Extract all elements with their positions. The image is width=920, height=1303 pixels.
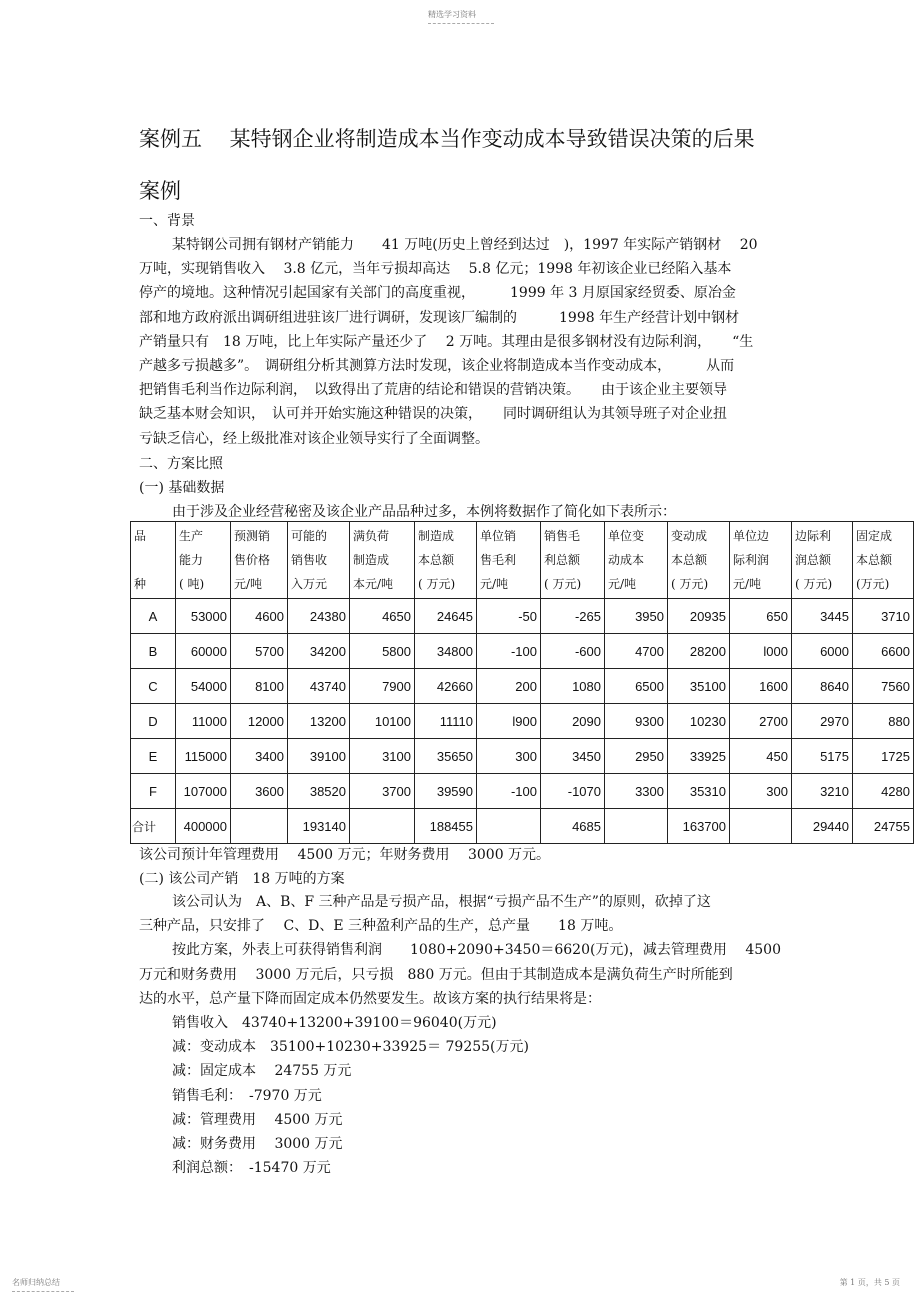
text-line: 产越多亏损越多”。 调研组分析其测算方法时发现，该企业将制造成本当作变动成本， 从而	[139, 358, 735, 374]
table-cell: 5800	[350, 634, 415, 669]
column-header: 单位销 售毛利 元/吨	[477, 522, 541, 599]
column-header: 固定成 本总额 (万元)	[853, 522, 914, 599]
table-cell: 2090	[541, 704, 605, 739]
table-cell: 6000	[792, 634, 853, 669]
column-header: 生产 能力 ( 吨)	[176, 522, 231, 599]
table-cell: 11000	[176, 704, 231, 739]
table-cell: D	[131, 704, 176, 739]
table-row	[131, 669, 914, 704]
table-cell: 4685	[541, 809, 605, 844]
table-cell: 5700	[231, 634, 288, 669]
table-cell: 29440	[792, 809, 853, 844]
table-row	[131, 634, 914, 669]
table-cell	[477, 809, 541, 844]
subsection-heading: (二) 该公司产销 18 万吨的方案	[139, 871, 345, 887]
table-cell: 3300	[605, 774, 668, 809]
table-cell: -100	[477, 774, 541, 809]
column-header: 变动成 本总额 ( 万元)	[668, 522, 730, 599]
column-header: 销售毛 利总额 ( 万元)	[541, 522, 605, 599]
table-cell: 38520	[288, 774, 350, 809]
table-cell: 10100	[350, 704, 415, 739]
table-cell: 880	[853, 704, 914, 739]
document-subtitle: 案例	[139, 179, 181, 203]
column-header: 制造成 本总额 ( 万元)	[415, 522, 477, 599]
table-cell: 24645	[415, 599, 477, 634]
table-cell: E	[131, 739, 176, 774]
table-cell: 11110	[415, 704, 477, 739]
text-line: 某特钢公司拥有钢材产销能力 41 万吨(历史上曾经到达过 )，1997 年实际产销钢材 20	[172, 237, 758, 253]
table-cell: 54000	[176, 669, 231, 704]
table-cell: 650	[730, 599, 792, 634]
column-header: 品 种	[131, 522, 176, 599]
table-cell: -1070	[541, 774, 605, 809]
table-cell: 7900	[350, 669, 415, 704]
table-cell: 39100	[288, 739, 350, 774]
table-cell: -50	[477, 599, 541, 634]
table-cell: 43740	[288, 669, 350, 704]
table-cell: 200	[477, 669, 541, 704]
table-intro: 由于涉及企业经营秘密及该企业产品品种过多，本例将数据作了简化如下表所示：	[172, 504, 676, 520]
table-cell: 1080	[541, 669, 605, 704]
table-cell: l000	[730, 634, 792, 669]
table-cell: 34200	[288, 634, 350, 669]
table-cell: 3710	[853, 599, 914, 634]
table-cell: l900	[477, 704, 541, 739]
text-line: 亏缺乏信心，经上级批准对该企业领导实行了全面调整。	[139, 430, 489, 447]
table-cell	[730, 809, 792, 844]
table-cell: 5175	[792, 739, 853, 774]
table-cell: 35650	[415, 739, 477, 774]
text-line: 达的水平，总产量下降而固定成本仍然要发生。故该方案的执行结果将是：	[139, 991, 601, 1007]
table-cell: 107000	[176, 774, 231, 809]
table-cell: 合计	[131, 809, 176, 844]
text-line: 减：变动成本 35100+10230+33925＝ 79255(万元)	[172, 1039, 529, 1056]
table-row	[131, 704, 914, 739]
table-cell: -600	[541, 634, 605, 669]
page-footer-left: 名师归纳总结	[12, 1278, 60, 1287]
table-cell: F	[131, 774, 176, 809]
table-cell: 3600	[231, 774, 288, 809]
table-cell: 4700	[605, 634, 668, 669]
column-header: 可能的 销售收 入万元	[288, 522, 350, 599]
table-cell: 34800	[415, 634, 477, 669]
table-cell: 33925	[668, 739, 730, 774]
table-cell: -100	[477, 634, 541, 669]
table-cell: 2950	[605, 739, 668, 774]
table-cell	[350, 809, 415, 844]
table-cell: A	[131, 599, 176, 634]
text-line: 减：固定成本 24755 万元	[172, 1063, 352, 1080]
section-heading: 二、方案比照	[139, 456, 223, 472]
text-line: 减：管理费用 4500 万元	[172, 1111, 343, 1128]
text-line: 该公司认为 A、B、F 三种产品是亏损产品，根据“亏损产品不生产”的原则，砍掉了这	[172, 894, 711, 910]
table-cell: 9300	[605, 704, 668, 739]
column-header: 单位变 动成本 元/吨	[605, 522, 668, 599]
table-cell: 42660	[415, 669, 477, 704]
text-line: 部和地方政府派出调研组进驻该厂进行调研，发现该厂编制的 1998 年生产经营计划中钢材	[139, 309, 740, 326]
table-cell: 53000	[176, 599, 231, 634]
column-header: 单位边 际利润 元/吨	[730, 522, 792, 599]
text-line: 销售毛利： -7970 万元	[172, 1087, 322, 1104]
table-cell: 4600	[231, 599, 288, 634]
section-heading: 一、背景	[139, 213, 195, 229]
text-line: 缺乏基本财会知识， 认可并开始实施这种错误的决策， 同时调研组认为其领导班子对企业扭	[139, 406, 727, 423]
column-header: 满负荷 制造成 本元/吨	[350, 522, 415, 599]
table-cell: 3700	[350, 774, 415, 809]
table-cell: 24755	[853, 809, 914, 844]
table-cell: 300	[477, 739, 541, 774]
table-cell: -265	[541, 599, 605, 634]
column-header: 边际利 润总额 ( 万元)	[792, 522, 853, 599]
text-line: 按此方案，外表上可获得销售利润 1080+2090+3450＝6620(万元)，减去管理费用 4500	[172, 942, 781, 958]
header-divider	[428, 23, 494, 24]
table-cell: 193140	[288, 809, 350, 844]
table-cell: 28200	[668, 634, 730, 669]
table-cell: 2970	[792, 704, 853, 739]
page-number: 第 1 页，共 5 页	[839, 1278, 900, 1287]
table-cell	[231, 809, 288, 844]
table-cell: 60000	[176, 634, 231, 669]
data-table	[130, 521, 914, 844]
table-cell: 3100	[350, 739, 415, 774]
page-header: 精选学习资料	[428, 10, 476, 19]
text-line: 停产的境地。这种情况引起国家有关部门的高度重视， 1999 年 3 月原国家经贸委、原冶金	[139, 285, 736, 302]
table-cell: 3950	[605, 599, 668, 634]
document-title: 案例五 某特钢企业将制造成本当作变动成本导致错误决策的后果	[139, 127, 755, 151]
paragraph: 该公司预计年管理费用 4500 万元；年财务费用 3000 万元。	[139, 847, 551, 863]
table-cell: 13200	[288, 704, 350, 739]
table-row	[131, 774, 914, 809]
table-cell: 6500	[605, 669, 668, 704]
table-row	[131, 809, 914, 844]
table-cell: 3400	[231, 739, 288, 774]
subsection-heading: (一) 基础数据	[139, 480, 225, 496]
table-cell: 4650	[350, 599, 415, 634]
table-cell: 10230	[668, 704, 730, 739]
table-cell: 12000	[231, 704, 288, 739]
table-cell	[605, 809, 668, 844]
table-cell: 188455	[415, 809, 477, 844]
text-line: 三种产品，只安排了 C、D、E 三种盈利产品的生产，总产量 18 万吨。	[139, 918, 623, 934]
table-cell: 2700	[730, 704, 792, 739]
table-row	[131, 739, 914, 774]
table-cell: 3210	[792, 774, 853, 809]
table-cell: 7560	[853, 669, 914, 704]
table-cell: 35310	[668, 774, 730, 809]
table-cell: 1725	[853, 739, 914, 774]
table-row	[131, 599, 914, 634]
table-cell: 8100	[231, 669, 288, 704]
table-cell: 3445	[792, 599, 853, 634]
table-cell: B	[131, 634, 176, 669]
text-line: 把销售毛利当作边际利润， 以致得出了荒唐的结论和错误的营销决策。 由于该企业主要领导	[139, 382, 727, 399]
table-cell: 6600	[853, 634, 914, 669]
table-cell: 39590	[415, 774, 477, 809]
column-header: 预测销 售价格 元/吨	[231, 522, 288, 599]
table-cell: 1600	[730, 669, 792, 704]
text-line: 利润总额： -15470 万元	[172, 1160, 331, 1177]
text-line: 万元和财务费用 3000 万元后，只亏损 880 万元。但由于其制造成本是满负荷生产时所能到	[139, 966, 733, 983]
table-cell: 20935	[668, 599, 730, 634]
table-cell: 400000	[176, 809, 231, 844]
text-line: 产销量只有 18 万吨，比上年实际产量还少了 2 万吨。其理由是很多钢材没有边际利润， “生	[139, 333, 754, 350]
text-line: 万吨，实现销售收入 3.8 亿元，当年亏损却高达 5.8 亿元；1998 年初该企业已经陷入基本	[139, 261, 732, 278]
table-cell: 450	[730, 739, 792, 774]
table-cell: 35100	[668, 669, 730, 704]
text-line: 销售收入 43740+13200+39100＝96040(万元)	[172, 1015, 497, 1031]
table-cell: 4280	[853, 774, 914, 809]
table-cell: 8640	[792, 669, 853, 704]
table-cell: 163700	[668, 809, 730, 844]
table-cell: C	[131, 669, 176, 704]
table-cell: 3450	[541, 739, 605, 774]
table-cell: 24380	[288, 599, 350, 634]
table-cell: 115000	[176, 739, 231, 774]
footer-divider	[12, 1291, 74, 1292]
table-cell: 300	[730, 774, 792, 809]
text-line: 减：财务费用 3000 万元	[172, 1136, 343, 1152]
